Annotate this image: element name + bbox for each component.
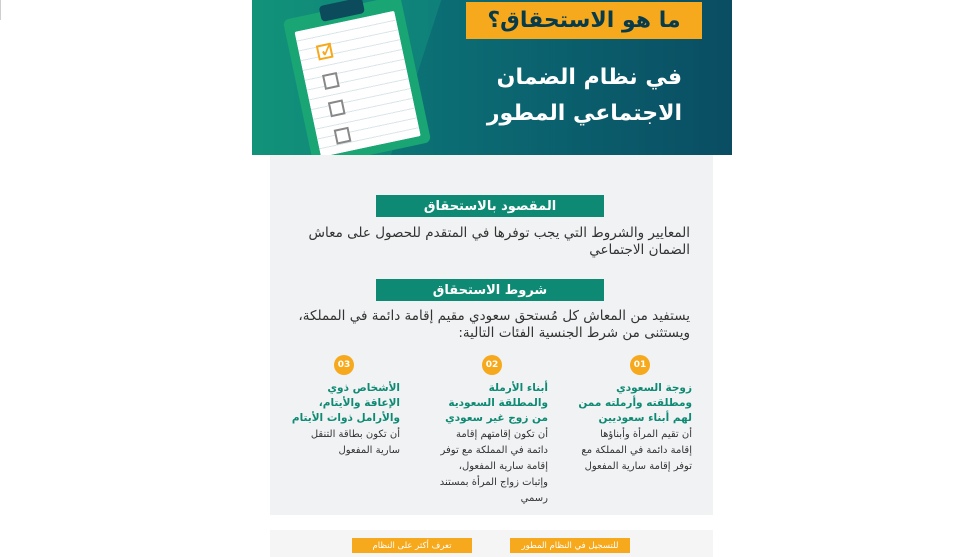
edge-divider: [0, 0, 1, 20]
category-body-01: أن تقيم المرأة وأبناؤها إقامة دائمة في المملكة مع توفر إقامة سارية المفعول: [581, 429, 692, 472]
category-number-02: 02: [482, 355, 502, 375]
register-button[interactable]: [510, 538, 630, 553]
definition-heading: المقصود بالاستحقاق: [423, 198, 557, 214]
category-body-02: أن تكون إقامتهم إقامة دائمة في المملكة مع توفر إقامة سارية المفعول، وإثبات زواج المرأة بمستند رسمي: [439, 429, 548, 504]
conditions-heading: شروط الاستحقاق: [432, 282, 548, 298]
register-button-label: للتسجيل في النظام المطور: [521, 540, 619, 551]
infographic-poster: [252, 0, 732, 557]
subtitle-line-2: الاجتماعي المطور: [486, 101, 682, 126]
category-title-02: أبناء الأرملة والمطلقة السعودية من زوج غير سعودي: [445, 382, 548, 424]
conditions-heading-bar: [376, 279, 604, 301]
category-number-03: 03: [334, 355, 354, 375]
checkbox-empty-icon: [334, 127, 352, 145]
subtitle-line-1: في نظام الضمان: [496, 65, 682, 90]
title-banner: [466, 2, 702, 39]
content-card: [270, 155, 713, 515]
learn-more-button-label: تعرف أكثر على النظام: [372, 540, 452, 551]
header-banner: [252, 0, 732, 155]
definition-heading-bar: [376, 195, 604, 217]
page-title: ما هو الاستحقاق؟: [487, 8, 681, 33]
conditions-text: يستفيد من المعاش كل مُستحق سعودي مقيم إقامة دائمة في المملكة، ويستثنى من شرط الجنسية الفئات التالية:: [298, 308, 690, 341]
page-subtitle: [422, 60, 682, 132]
category-title-03: الأشخاص ذوي الإعاقة والأيتام، والأرامل ذوات الأيتام: [291, 382, 400, 424]
checkbox-empty-icon: [322, 72, 340, 90]
category-body-03: أن تكون بطاقة التنقل سارية المفعول: [310, 429, 400, 456]
footer-strip: [270, 530, 713, 557]
category-title-01: زوجة السعودي ومطلقته وأرملته ممن لهم أبناء سعوديين: [578, 382, 692, 424]
checkmark-icon: ✓: [316, 36, 338, 63]
checkbox-empty-icon: [328, 99, 346, 117]
category-number-01: 01: [630, 355, 650, 375]
definition-text: المعايير والشروط التي يجب توفرها في المتقدم للحصول على معاش الضمان الاجتماعي: [308, 225, 690, 258]
learn-more-button[interactable]: [352, 538, 472, 553]
